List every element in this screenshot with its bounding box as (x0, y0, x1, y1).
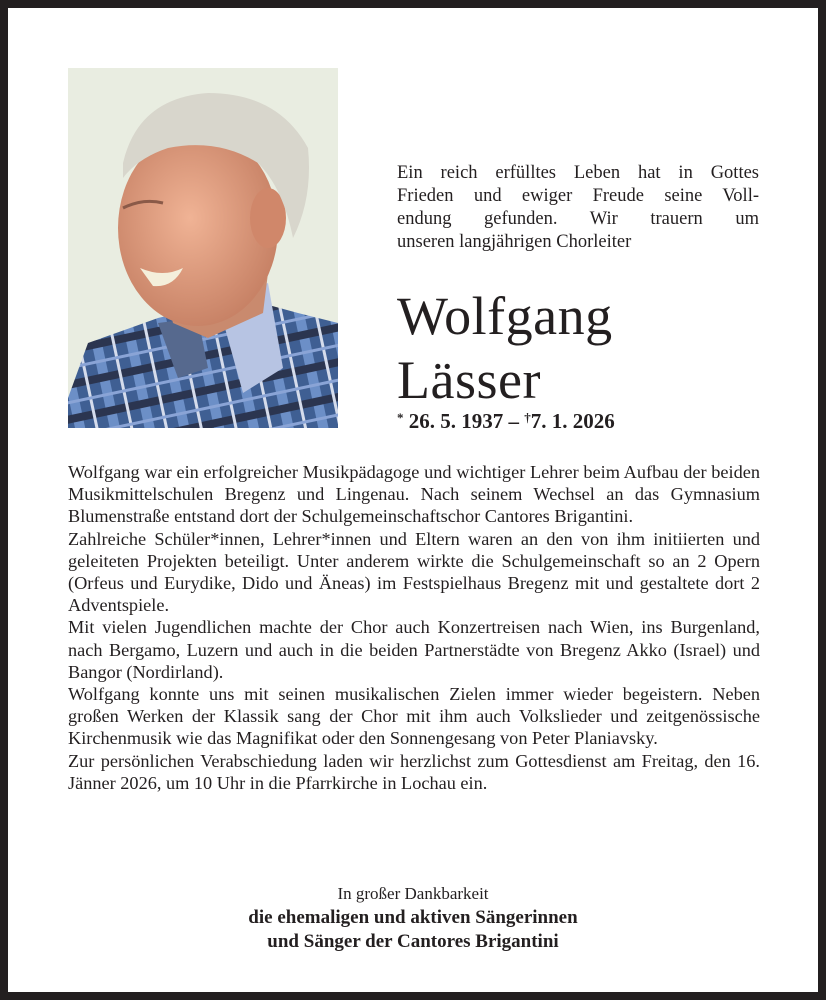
obituary-body (68, 461, 760, 794)
life-dates (397, 405, 615, 434)
signers (8, 906, 818, 954)
signer-line: die ehemaligen und aktiven Sängerinnen (248, 907, 578, 928)
last-name: Lässer (397, 350, 541, 410)
body-paragraph: Wolfgang konnte uns mit seinen musikalischen Zielen immer wieder begeistern. Neben großen Werken der Klassik sang der Chor mit ihm auch Volkslieder und zeitgenössische Kirchenmusik wie das Magnifikat oder den Sonnengesang von Peter Planiavsky. (68, 684, 760, 749)
birth-date: 26. 5. 1937 (408, 409, 504, 433)
body-paragraph: Zur persönlichen Verabschiedung laden wir herzlichst zum Gottesdienst am Freitag, den 16. Jänner 2026, um 10 Uhr in die Pfarrkirche in Lochau ein. (68, 750, 760, 793)
birth-symbol: * (397, 410, 404, 425)
closing-signature (8, 882, 818, 954)
intro-line: Ein reich erfülltes Leben hat in Gottes (397, 163, 759, 183)
intro-line: Frieden und ewiger Freude seine Voll- (397, 186, 759, 206)
intro-line: unseren langjährigen Chorleiter (397, 232, 632, 252)
death-date: 7. 1. 2026 (530, 409, 615, 433)
body-paragraph: Wolfgang war ein erfolgreicher Musikpädagoge und wichtiger Lehrer beim Aufbau der beiden Musikmittelschulen Bregenz und Lingenau. Nach seinem Wechsel an das Gymnasium Blumenstraße entstand dort der Schulgemeinschaftschor Cantores Brigantini. (68, 462, 760, 527)
obituary-page (8, 8, 818, 992)
date-separator: – (503, 409, 525, 433)
first-name: Wolfgang (397, 286, 613, 346)
portrait-photo (68, 68, 338, 428)
portrait-image (68, 68, 338, 428)
body-paragraph: Mit vielen Jugendlichen machte der Chor auch Konzertreisen nach Wien, ins Burgenland, nach Bergamo, Luzern und auch in die beiden Partnerstädte von Bregenz Akko (Israel) und Bangor (Nordirland). (68, 617, 760, 682)
death-symbol: † (524, 410, 531, 425)
signer-line: und Sänger der Cantores Brigantini (267, 931, 559, 952)
intro-text (397, 162, 759, 254)
deceased-name (397, 284, 613, 412)
body-paragraph: Zahlreiche Schüler*innen, Lehrer*innen und Eltern waren an den von ihm initiierten und geleiteten Projekten beteiligt. Unter anderem wirkte die Schulgemeinschaft so an 2 Opern (Orfeus und Eurydike, Dido und Äneas) im Festspielhaus Bregenz mit und gestaltete dort 2 Adventspiele. (68, 528, 760, 616)
thanks-line: In großer Dankbarkeit (337, 884, 489, 903)
intro-line: endung gefunden. Wir trauern um (397, 209, 759, 229)
